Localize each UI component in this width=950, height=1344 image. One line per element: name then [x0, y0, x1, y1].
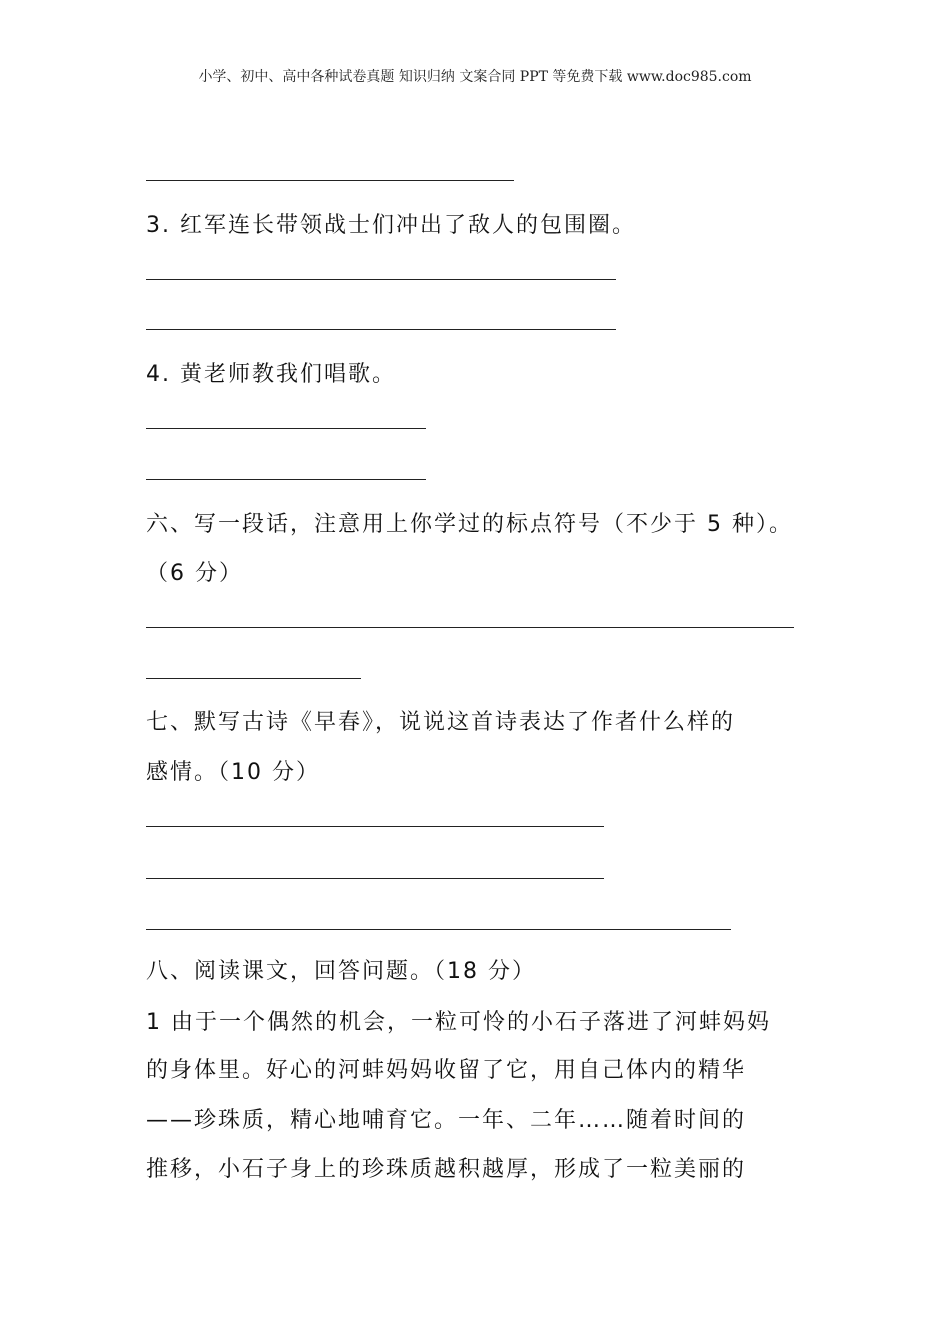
passage-line: ——珍珠质，精心地哺育它。一年、二年……随着时间的 [146, 1108, 747, 1133]
passage-line: 推移，小石子身上的珍珠质越积越厚，形成了一粒美丽的 [146, 1157, 747, 1182]
answer-line [146, 627, 794, 628]
passage-line: 1 由于一个偶然的机会，一粒可怜的小石子落进了河蚌妈妈 [146, 1010, 771, 1035]
question-4: 4. 黄老师教我们唱歌。 [146, 362, 396, 387]
answer-line [146, 678, 361, 679]
answer-line [146, 180, 514, 181]
section-7-title: 七、默写古诗《早春》，说说这首诗表达了作者什么样的 [146, 710, 736, 735]
section-8-title: 八、阅读课文，回答问题。（18 分） [146, 959, 536, 984]
passage-line: 的身体里。好心的河蚌妈妈收留了它，用自己体内的精华 [146, 1058, 747, 1083]
answer-line [146, 878, 604, 879]
answer-line [146, 929, 731, 930]
answer-line [146, 826, 604, 827]
answer-line [146, 279, 616, 280]
question-3: 3. 红军连长带领战士们冲出了敌人的包围圈。 [146, 213, 636, 238]
answer-line [146, 479, 426, 480]
section-6-title: 六、写一段话，注意用上你学过的标点符号（不少于 5 种）。 [146, 512, 793, 537]
answer-line [146, 329, 616, 330]
section-7-score: 感情。（10 分） [146, 760, 320, 785]
answer-line [146, 428, 426, 429]
section-6-score: （6 分） [146, 561, 243, 586]
page-header: 小学、初中、高中各种试卷真题 知识归纳 文案合同 PPT 等免费下载 www.doc985.com [198, 69, 752, 85]
